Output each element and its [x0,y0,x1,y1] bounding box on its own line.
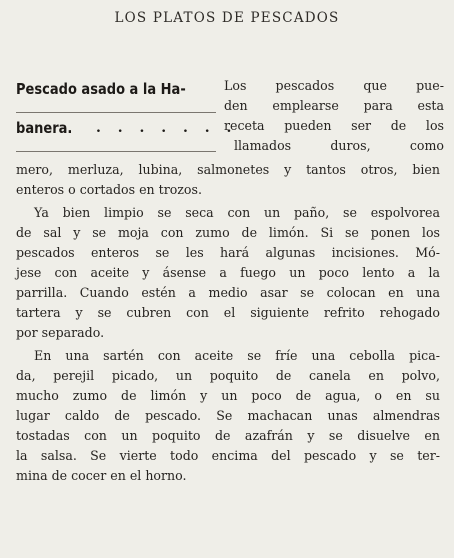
text-line: mero, merluza, lubina, salmonetes y tantos otros, bien [16,162,440,177]
text-line: mucho zumo de limón y un poco de agua, o en su [16,388,440,403]
text-line: mina de cocer en el horno. [16,468,187,483]
text-line: tostadas con un poquito de azafrán y se disuelve en [16,428,440,443]
text-line: enteros o cortados en trozos. [16,182,202,197]
text-line: den emplearse para esta [224,98,444,113]
text-line: la salsa. Se vierte todo encima del pescado y se ter- [16,448,440,463]
intro-text [224,76,444,156]
paragraph-1 [16,160,440,200]
paragraph-3 [16,346,440,486]
text-line: lugar caldo de pescado. Se machacan unas almendras [16,408,440,423]
text-line: Ya bien limpio se seca con un paño, se espolvorea [34,205,440,220]
text-line: jese con aceite y ásense a fuego un poco lento a la [16,265,440,280]
recipe-body [16,160,440,486]
text-line: En una sartén con aceite se fríe una cebolla pica- [34,348,440,363]
text-line: de sal y se moja con zumo de limón. Si se ponen los [16,225,440,240]
recipe-title-line-2: banera. . . . . . . . [16,113,216,152]
recipe-title-line-1: Pescado asado a la Ha- [16,74,216,113]
text-line: da, perejil picado, un poquito de canela en polvo, [16,368,440,383]
running-head: LOS PLATOS DE PESCADOS [114,10,340,26]
text-line: por separado. [16,325,105,340]
text-line: pescados enteros se les hará algunas incisiones. Mó- [16,245,440,260]
text-line: receta pueden ser de los [224,118,444,133]
text-line: parrilla. Cuando estén a medio asar se colocan en una [16,285,440,300]
paragraph-2 [16,203,440,343]
dot-leaders: . . . . . . . [96,120,238,136]
recipe-title [16,74,238,152]
text-line: tartera y se cubren con el siguiente refrito rehogado [16,305,440,320]
text-line: Los pescados que pue- [224,78,444,93]
text-line: llamados duros, como [234,138,444,153]
